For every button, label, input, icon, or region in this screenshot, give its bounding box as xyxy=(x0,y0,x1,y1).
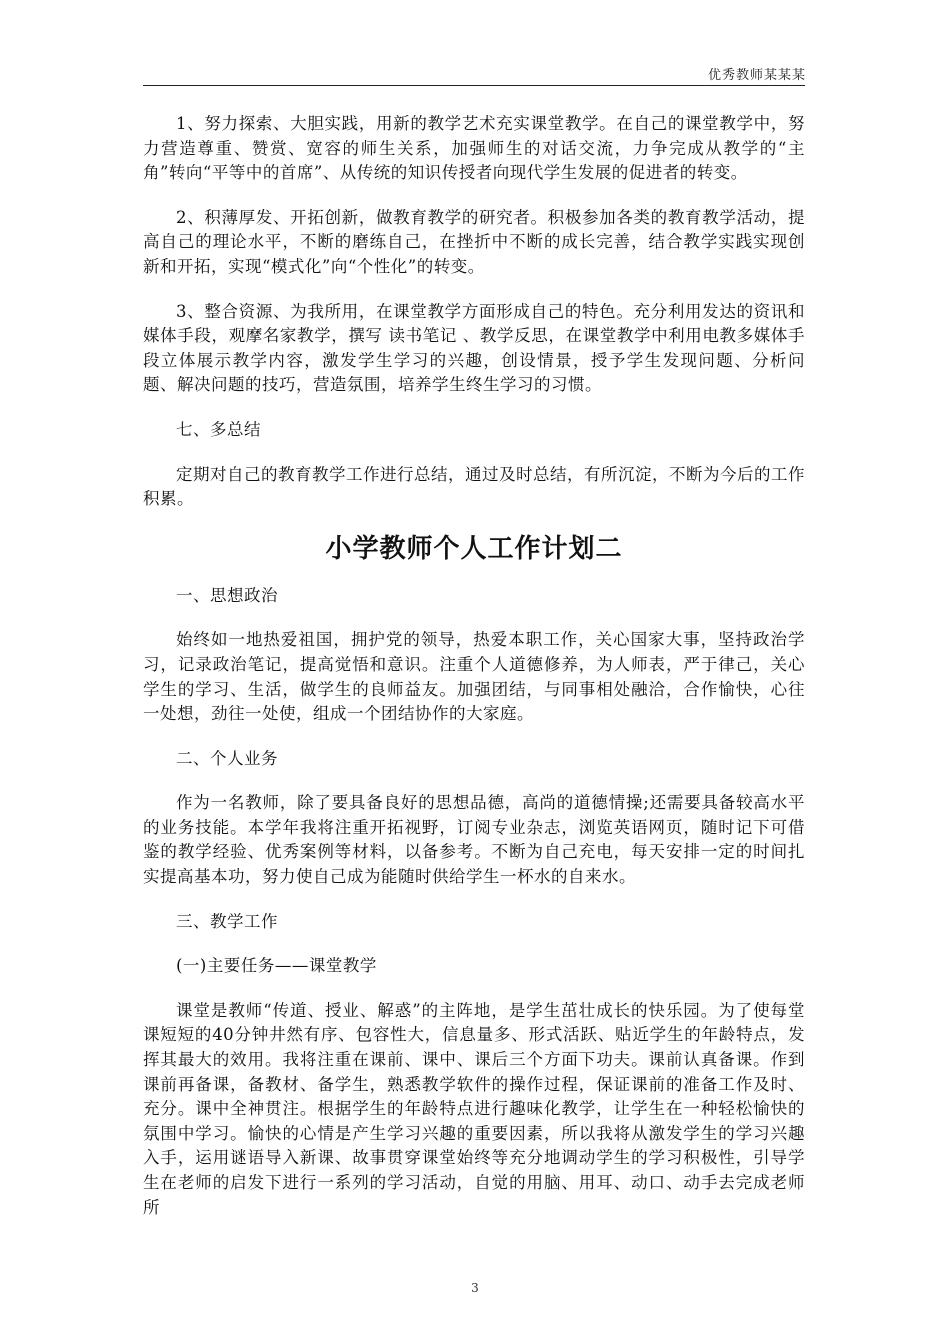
paragraph-professional: 作为一名教师，除了要具备良好的思想品德，高尚的道德情操;还需要具备较高水平的业务技能。本学年我将注重开拓视野，订阅专业杂志，浏览英语网页，随时记下可借鉴的教学经验、优秀案例等材料，以备参考。不断为自己充电，每天安排一定的时间扎实提高基本功，努力使自己成为能随时供给学生一杯水的自来水。 xyxy=(143,793,805,887)
document-body xyxy=(143,112,805,1220)
page-header-author: 优秀教师某某某 xyxy=(707,68,806,83)
paragraph-politics: 始终如一地热爱祖国，拥护党的领导，热爱本职工作，关心国家大事，坚持政治学习，记录政治笔记，提高觉悟和意识。注重个人道德修养，为人师表，严于律己，关心学生的学习、生活，做学生的良师益友。加强团结，与同事相处融洽，合作愉快，心往一处想，劲往一处使，组成一个团结协作的大家庭。 xyxy=(143,630,805,724)
header-divider xyxy=(143,85,805,86)
paragraph-resources: 3、整合资源、为我所用，在课堂教学方面形成自己的特色。充分利用发达的资讯和媒体手段，观摩名家教学，撰写 读书笔记 、教学反思，在课堂教学中利用电教多媒体手段立体展示教学内容，激发学生学习的兴趣，创设情景，授予学生发现问题、分析问题、解决问题的技巧，营造氛围，培养学生终生学习的习惯。 xyxy=(143,301,805,395)
paragraph-summary: 定期对自己的教育教学工作进行总结，通过及时总结，有所沉淀，不断为今后的工作积累。 xyxy=(143,464,805,509)
plan-two-title: 小学教师个人工作计划二 xyxy=(325,533,623,564)
section-heading-professional: 二、个人业务 xyxy=(176,748,278,768)
section-heading-teaching: 三、教学工作 xyxy=(176,911,278,931)
page-number: 3 xyxy=(471,1281,479,1295)
paragraph-explore-practice: 1、努力探索、大胆实践，用新的教学艺术充实课堂教学。在自己的课堂教学中，努力营造尊重、赞赏、宽容的师生关系，加强师生的对话交流，力争完成从教学的“主角”转向“平等中的首席”、从传统的知识传授者向现代学生发展的促进者的转变。 xyxy=(143,114,805,183)
paragraph-research: 2、积薄厚发、开拓创新，做教育教学的研究者。积极参加各类的教育教学活动，提高自己的理论水平，不断的磨练自己，在挫折中不断的成长完善，结合教学实践实现创新和开拓，实现“模式化”向“个性化”的转变。 xyxy=(143,207,805,276)
section-heading-politics: 一、思想政治 xyxy=(176,585,278,605)
subheading-classroom: (一)主要任务——课堂教学 xyxy=(176,956,377,976)
section-heading-summary: 七、多总结 xyxy=(176,419,261,439)
paragraph-classroom: 课堂是教师“传道、授业、解惑”的主阵地，是学生茁壮成长的快乐园。为了使每堂课短短的40分钟井然有序、包容性大，信息量多、形式活跃、贴近学生的年龄特点，发挥其最大的效用。我将注重在课前、课中、课后三个方面下功夫。课前认真备课。作到课前再备课，备教材、备学生，熟悉教学软件的操作过程，保证课前的准备工作及时、充分。课中全神贯注。根据学生的年龄特点进行趣味化教学，让学生在一种轻松愉快的氛围中学习。愉快的心情是产生学习兴趣的重要因素，所以我将从激发学生的学习兴趣入手，运用谜语导入新课、故事贯穿课堂始终等充分地调动学生的学习积极性，引导学生在老师的启发下进行一系列的学习活动，自觉的用脑、用耳、动口、动手去完成老师所 xyxy=(143,1000,805,1217)
